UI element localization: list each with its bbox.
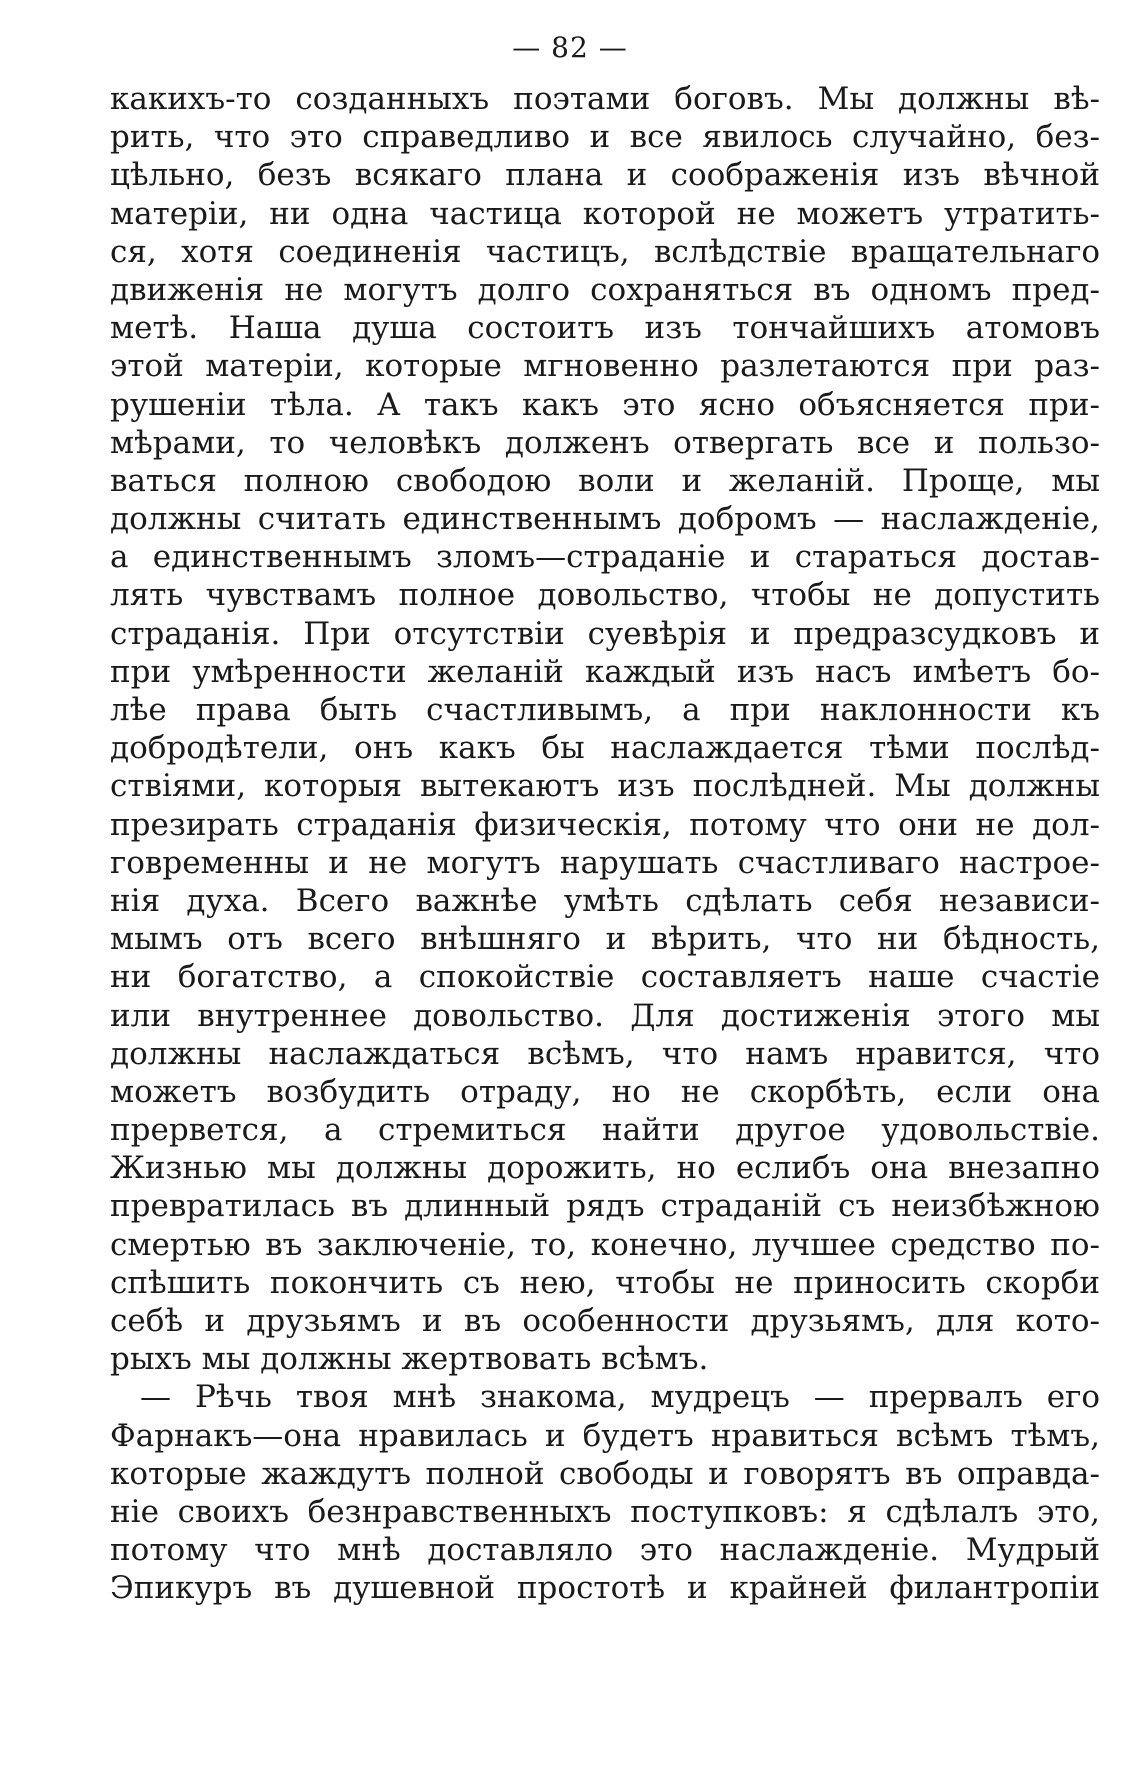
- text-line: движенія не могутъ долго сохраняться въ одномъ пред-: [110, 271, 1100, 308]
- text-line: — Рѣчь твоя мнѣ знакома, мудрецъ — прервалъ его: [140, 1379, 1100, 1416]
- text-line: должны наслаждаться всѣмъ, что намъ нравится, что: [110, 1035, 1100, 1072]
- text-line: мѣрами, то человѣкъ долженъ отвергать все и пользо-: [110, 424, 1100, 461]
- text-line: лять чувствамъ полное довольство, чтобы не допустить: [110, 577, 1100, 614]
- text-line: этой матеріи, которые мгновенно разлетаются при раз-: [110, 348, 1100, 385]
- text-line: страданія. При отсутствіи суевѣрія и предразсудковъ и: [110, 615, 1100, 652]
- text-line: потому что мнѣ доставляло это наслажденіе. Мудрый: [110, 1532, 1100, 1569]
- text-line: какихъ-то созданныхъ поэтами боговъ. Мы должны вѣ-: [110, 81, 1100, 117]
- text-line: ни богатство, а спокойствіе составляетъ наше счастіе: [110, 959, 1100, 996]
- text-line: добродѣтели, онъ какъ бы наслаждается тѣми послѣд-: [110, 730, 1100, 767]
- text-line: спѣшить покончить съ нею, чтобы не приносить скорби: [110, 1264, 1100, 1301]
- text-line: Фарнакъ—она нравилась и будетъ нравиться всѣмъ тѣмъ,: [110, 1417, 1100, 1454]
- text-line: мымъ отъ всего внѣшняго и вѣрить, что ни бѣдность,: [110, 921, 1100, 958]
- text-line: Жизнью мы должны дорожить, но еслибъ она внезапно: [110, 1150, 1100, 1187]
- text-line: а единственнымъ зломъ—страданіе и стараться достав-: [110, 539, 1100, 576]
- page-number: — 82 —: [512, 31, 628, 64]
- text-line: или внутреннее довольство. Для достиженія этого мы: [110, 997, 1100, 1034]
- text-line: которые жаждутъ полной свободы и говорятъ въ оправда-: [110, 1455, 1100, 1492]
- text-line: нія духа. Всего важнѣе умѣть сдѣлать себя независи-: [110, 882, 1100, 919]
- text-line: матеріи, ни одна частица которой не можетъ утратить-: [110, 195, 1100, 232]
- text-line: ніе своихъ безнравственныхъ поступковъ: я сдѣлалъ это,: [110, 1493, 1100, 1530]
- text-line: рить, что это справедливо и все явилось случайно, без-: [110, 119, 1100, 156]
- body-text: [110, 80, 1100, 1608]
- text-line: метѣ. Наша душа состоитъ изъ тончайшихъ атомовъ: [110, 310, 1100, 347]
- text-line: презирать страданія физическія, потому что они не дол-: [110, 806, 1100, 843]
- text-line: рыхъ мы должны жертвовать всѣмъ.: [110, 1341, 709, 1378]
- text-line: рушеніи тѣла. А такъ какъ это ясно объясняется при-: [110, 386, 1100, 423]
- text-line: превратилась въ длинный рядъ страданій съ неизбѣжною: [110, 1188, 1100, 1225]
- text-line: ся, хотя соединенія частицъ, вслѣдствіе вращательнаго: [110, 233, 1100, 270]
- text-line: Эпикуръ въ душевной простотѣ и крайней филантропіи: [110, 1570, 1100, 1607]
- text-line: прервется, а стремиться найти другое удовольствіе.: [110, 1112, 1100, 1149]
- text-line: должны считать единственнымъ добромъ — наслажденіе,: [110, 501, 1100, 538]
- text-line: цѣльно, безъ всякаго плана и соображенія изъ вѣчной: [110, 157, 1100, 194]
- text-line: говременны и не могутъ нарушать счастливаго настрое-: [110, 844, 1100, 881]
- text-line: можетъ возбудить отраду, но не скорбѣть, если она: [110, 1073, 1100, 1110]
- text-line: себѣ и друзьямъ и въ особенности друзьямъ, для кото-: [110, 1303, 1100, 1339]
- text-line: лѣе права быть счастливымъ, а при наклонности къ: [110, 692, 1100, 728]
- text-line: ствіями, которыя вытекаютъ изъ послѣдней. Мы должны: [110, 768, 1100, 805]
- text-line: при умѣренности желаній каждый изъ насъ имѣетъ бо-: [110, 653, 1100, 690]
- text-line: смертью въ заключеніе, то, конечно, лучшее средство по-: [110, 1226, 1100, 1263]
- text-line: ваться полною свободою воли и желаній. Проще, мы: [110, 462, 1100, 499]
